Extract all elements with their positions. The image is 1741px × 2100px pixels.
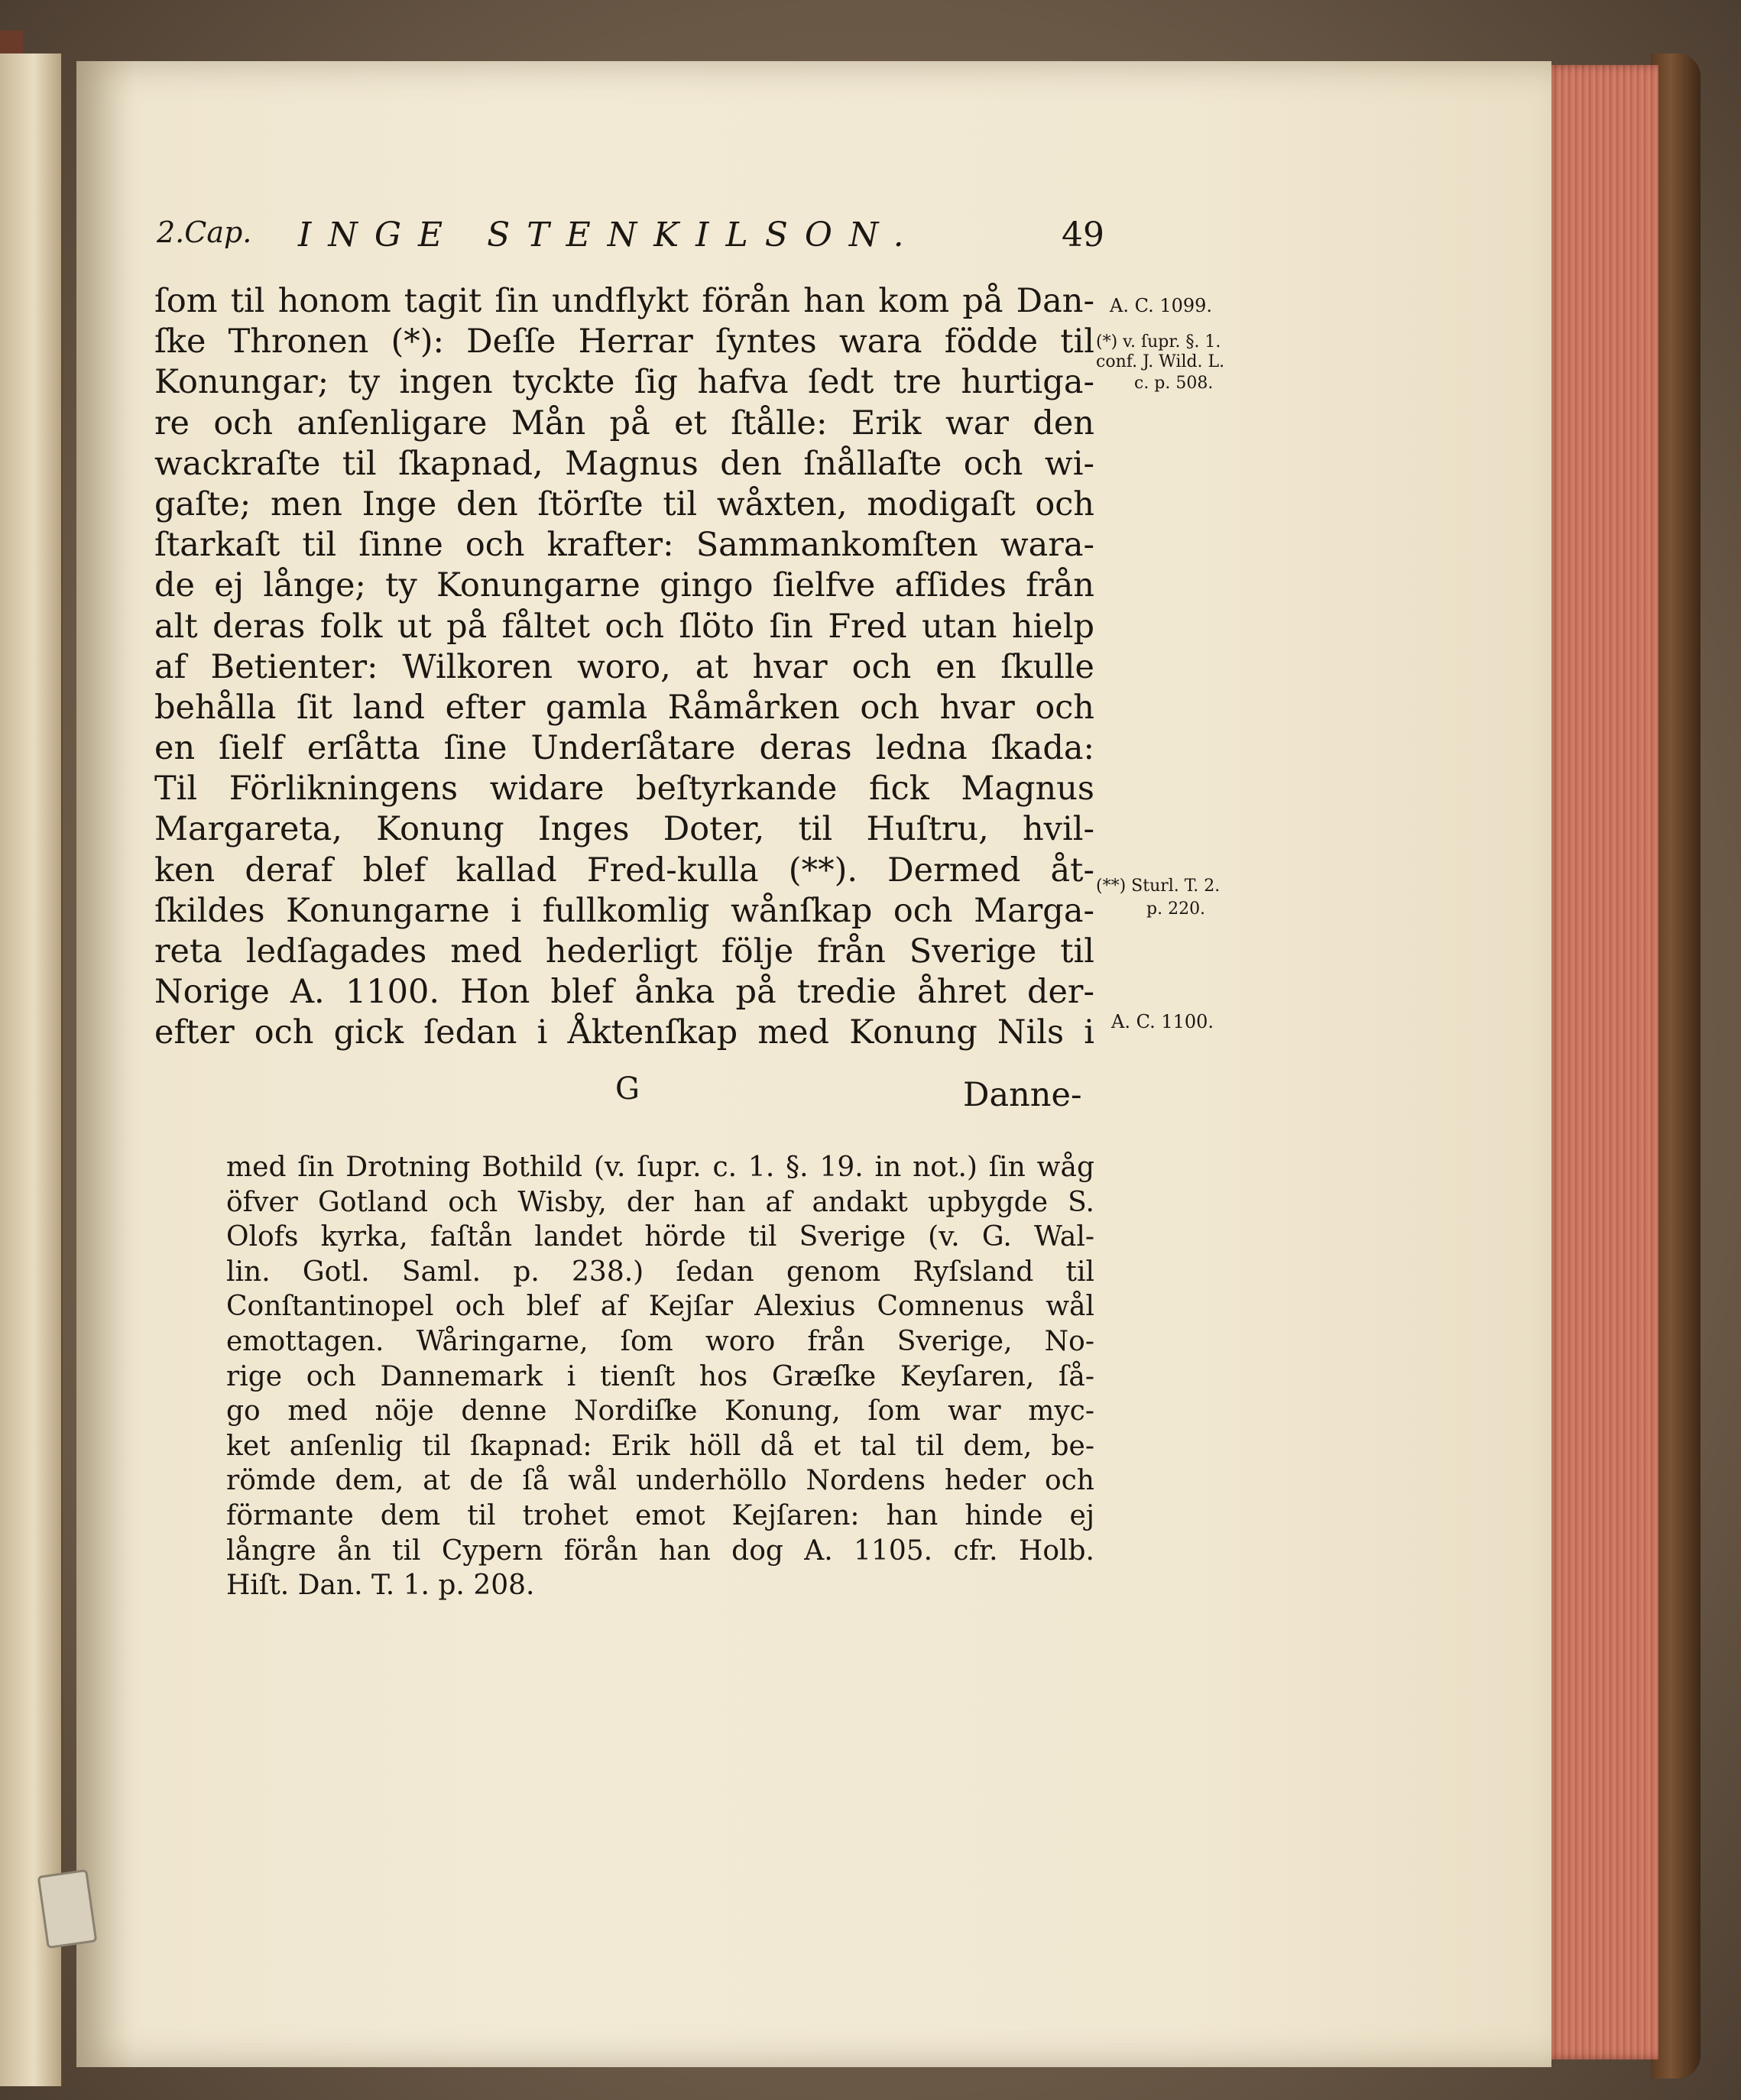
red-page-edges [1544,65,1658,2059]
text-line: gaſte; men Inge den ſtörſte til wåxten, modigaſt och [154,484,1094,523]
footnote-line: förmante dem til trohet emot Kejſaren: han hinde ej [226,1499,1094,1531]
text-line: Til Förlikningens widare beſtyrkande fick Magnus [154,770,1094,809]
footnote-line: emottagen. Wåringarne, ſom woro från Sverige, No- [226,1325,1094,1357]
footnote-line: Hiſt. Dan. T. 1. p. 208. [226,1570,535,1602]
margin-note-ref: p. 220. [1146,899,1206,919]
chapter-label: 2.Cap. [157,216,252,249]
facing-page-edge [0,53,63,2086]
margin-note-ref: conf. J. Wild. L. [1096,352,1225,371]
text-line: de ej långe; ty Konungarne gingo ſielfve afſides från [154,566,1094,605]
footnote-line: öfver Gotland och Wisby, der han af andakt upbygde S. [226,1186,1094,1218]
text-line: af Betienter: Wilkoren woro, at hvar och en ſkulle [154,647,1094,686]
text-line: ſtarkaſt til ſinne och krafter: Sammankomſten wara- [154,526,1094,565]
running-head [157,216,1104,261]
footnote-line: rige och Dannemark i tienſt hos Græſke Keyſaren, ſå- [226,1360,1094,1392]
text-line: ſke Thronen (*): Deſſe Herrar ſyntes wara födde til [154,322,1094,361]
footnote-line: go med nöje denne Nordiſke Konung, ſom war myc- [226,1395,1094,1428]
text-line: ken deraf blef kallad Fred-kulla (**). Dermed åt- [154,851,1094,890]
text-line: re och anſenligare Mån på et ſtålle: Erik war den [154,403,1094,442]
text-line: behålla ſit land efter gamla Råmårken och hvar och [154,688,1094,727]
text-line: ſkildes Konungarne i fullkomlig wånſkap och Marga- [154,891,1094,930]
footnote-block [226,1150,1094,1603]
text-line: reta ledſagades med hederligt följe från Sverige til [154,932,1094,971]
text-line: en ſielf erſåtta ſine Underſåtare deras ledna ſkada: [154,729,1094,768]
margin-note-date: A. C. 1099. [1110,295,1213,316]
text-line: Norige A. 1100. Hon blef ånka på tredie åhret der- [154,973,1094,1012]
text-line: ſom til honom tagit ſin undflykt förån han kom på Dan- [154,282,1094,320]
margin-note-date: A. C. 1100. [1111,1011,1214,1032]
paper-clip-mark [37,1869,98,1949]
footnote-line: römde dem, at de ſå wål underhöllo Nordens heder och [226,1465,1094,1497]
text-line: wackraſte til ſkapnad, Magnus den ſnållaſte och wi- [154,444,1094,483]
page-number: 49 [1062,216,1104,254]
text-line: efter och gick ſedan i Åktenſkap med Konung Nils i [154,1013,1094,1052]
catchword: Danne- [963,1076,1082,1114]
text-line: Margareta, Konung Inges Doter, til Huſtru, hvil- [154,810,1094,849]
footnote-line: Olofs kyrka, faſtån landet hörde til Sverige (v. G. Wal- [226,1221,1094,1253]
margin-note-ref: c. p. 508. [1134,374,1214,393]
footnote-line: långre ån til Cypern förån han dog A. 1105. cfr. Holb. [226,1534,1094,1567]
text-line: alt deras folk ut på fåltet och ſlöto ſin Fred utan hielp [154,607,1094,646]
margin-note-ref: (**) Sturl. T. 2. [1096,877,1221,896]
margin-note-ref: (*) v. ſupr. §. 1. [1096,332,1221,352]
running-title: INGE STENKILSON. [298,216,921,254]
footnote-line: med ſin Drotning Bothild (v. ſupr. c. 1. §. 19. in not.) ſin wåg [226,1152,1094,1183]
footnote-line: Conſtantinopel och blef af Kejſar Alexius Comnenus wål [226,1291,1094,1323]
main-text-block [154,281,1094,1054]
footnote-line: lin. Gotl. Saml. p. 238.) ſedan genom Ryſsland til [226,1256,1094,1288]
footnote-line: ket anſenlig til ſkapnad: Erik höll då et tal til dem, be- [226,1430,1094,1462]
text-line: Konungar; ty ingen tyckte ſig hafva ſedt tre hurtiga- [154,363,1094,402]
signature-mark: G [615,1071,640,1107]
